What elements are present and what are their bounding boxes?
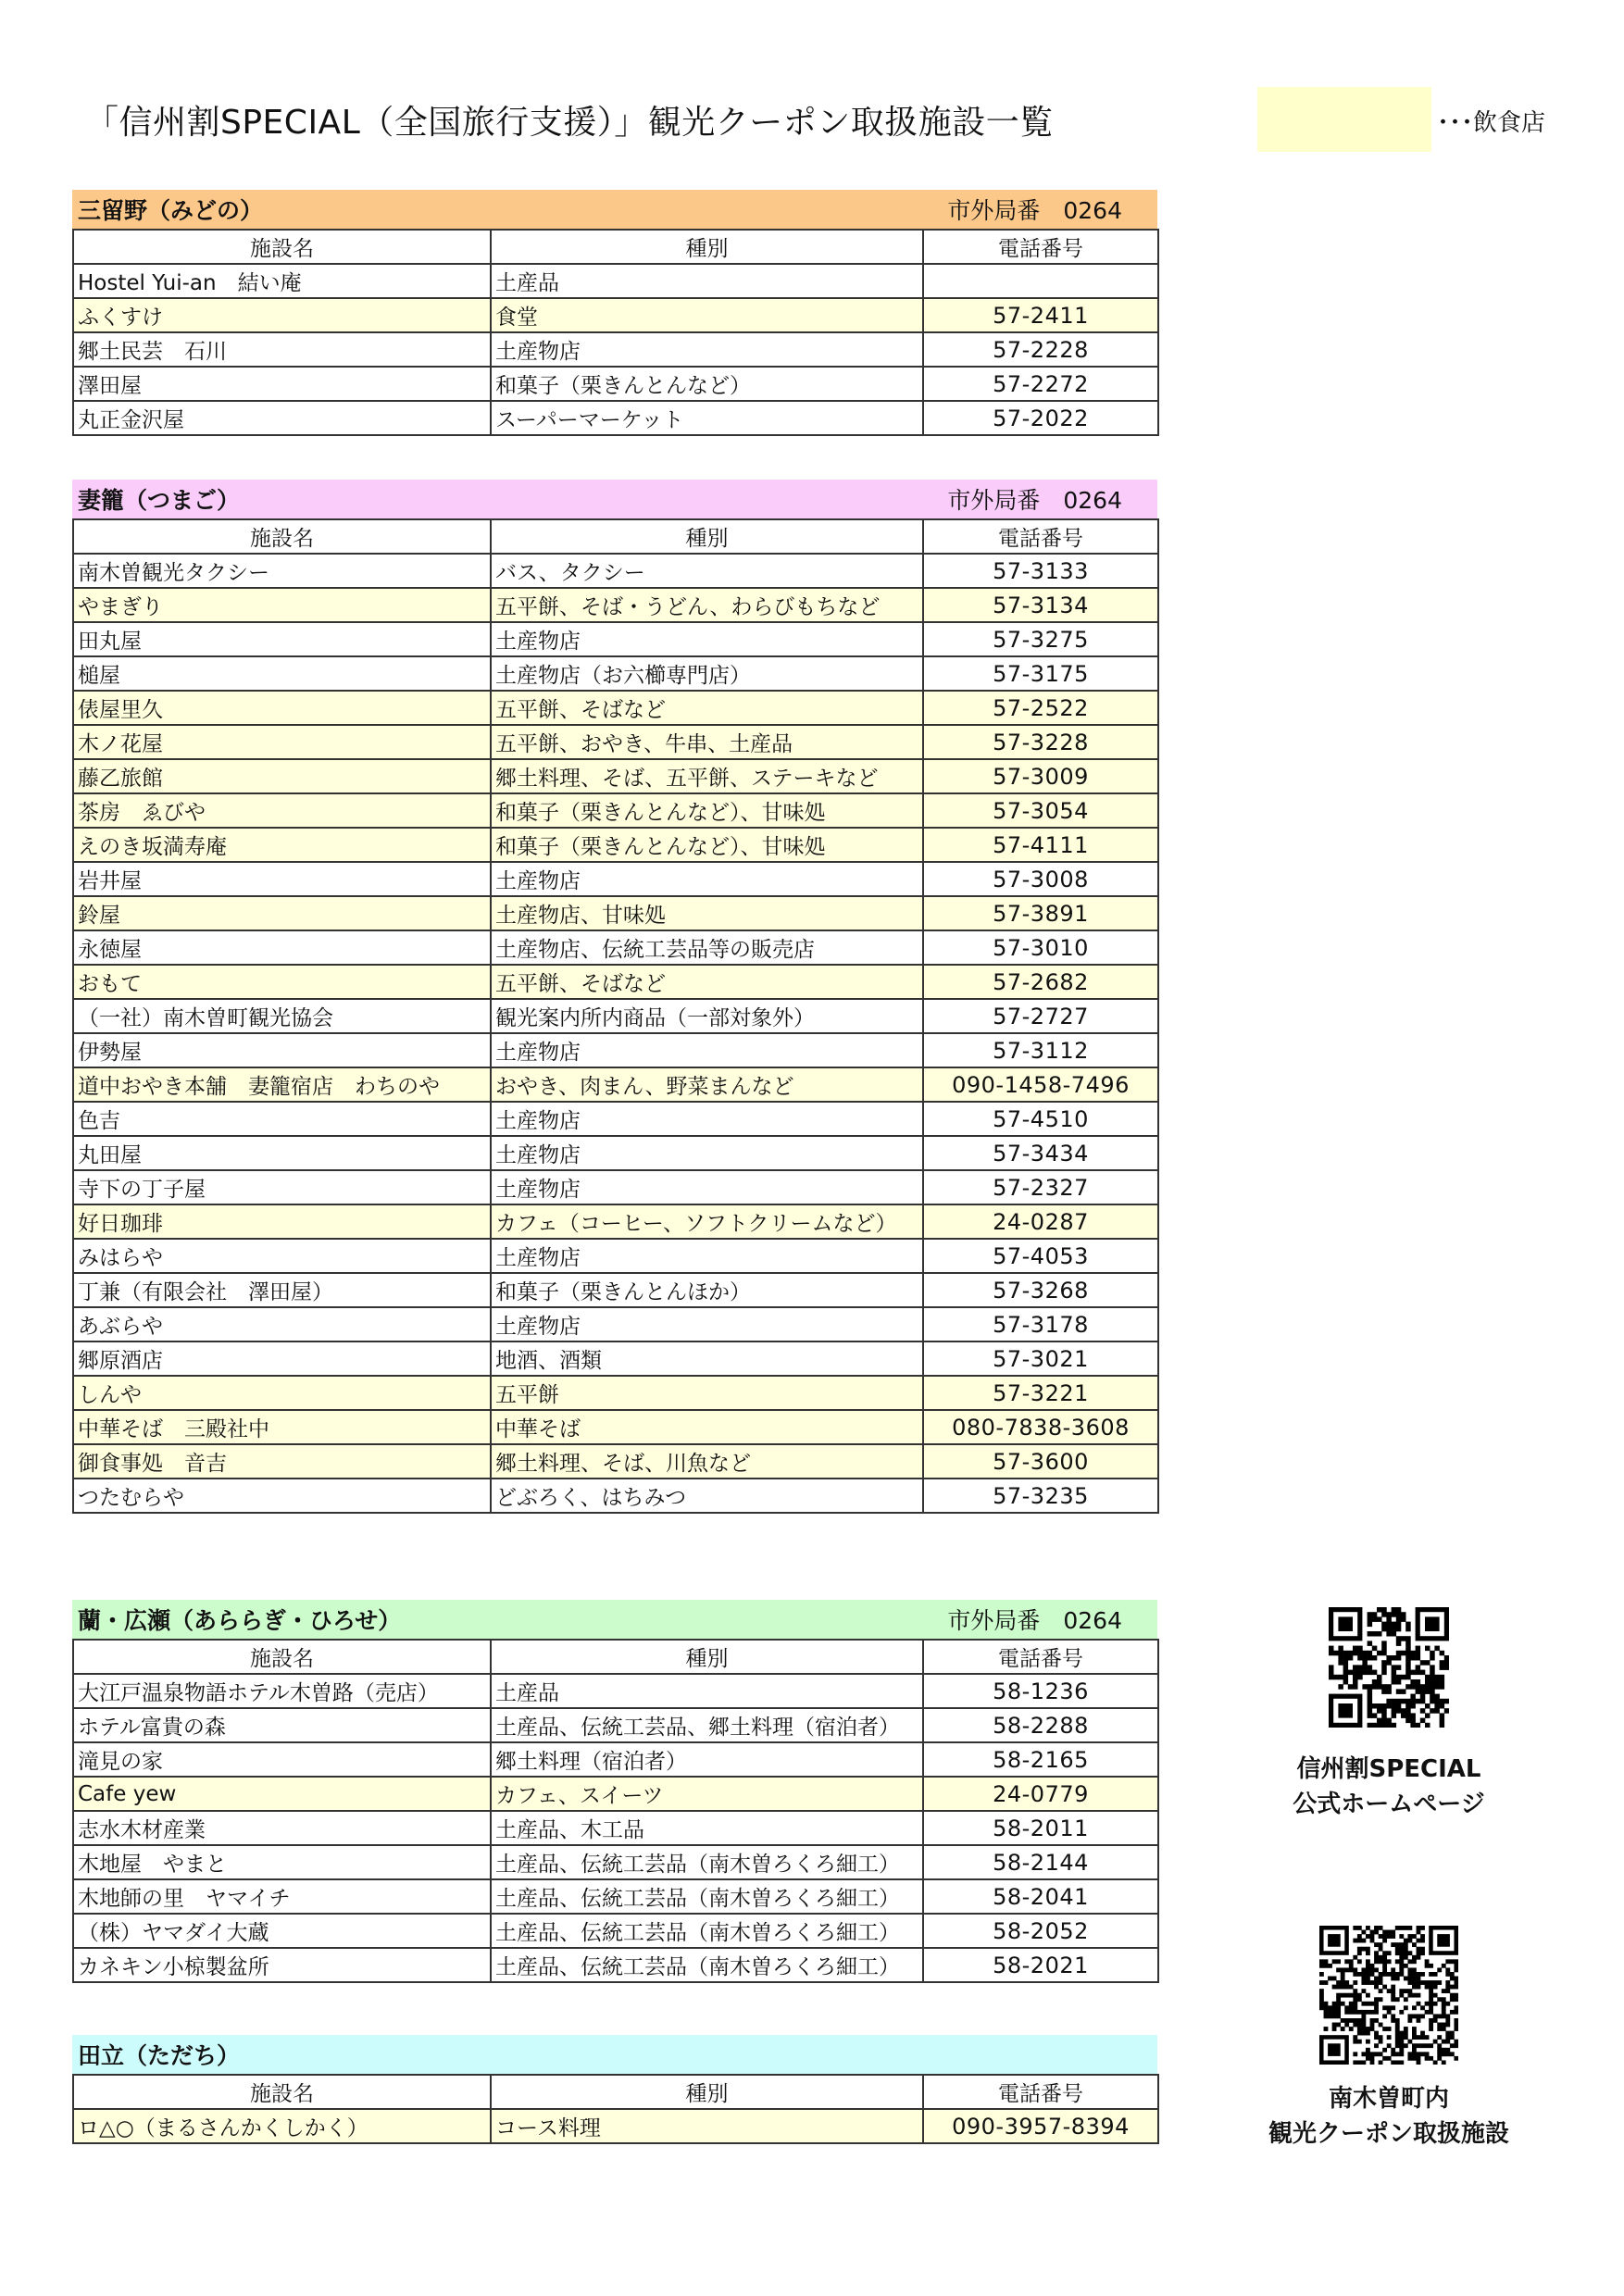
table-row bbox=[73, 1102, 1158, 1136]
cell-type: 食堂 bbox=[491, 298, 923, 332]
cell-phone: 58-2288 bbox=[923, 1708, 1158, 1742]
table-row bbox=[73, 759, 1158, 793]
cell-type: カフェ、スイーツ bbox=[491, 1777, 923, 1811]
area-code: 市外局番 0264 bbox=[947, 197, 1122, 224]
qr-caption-line: 公式ホームページ bbox=[1293, 1791, 1485, 1818]
table-row bbox=[73, 691, 1158, 725]
cell-phone: 090-1458-7496 bbox=[923, 1067, 1158, 1102]
cell-type: バス、タクシー bbox=[491, 554, 923, 588]
cell-type: 中華そば bbox=[491, 1410, 923, 1444]
cell-phone: 57-3175 bbox=[923, 656, 1158, 691]
cell-phone: 24-0287 bbox=[923, 1204, 1158, 1239]
cell-name: 郷土民芸 石川 bbox=[73, 332, 491, 367]
cell-name: おもて bbox=[73, 965, 491, 999]
table-row bbox=[73, 1067, 1158, 1102]
section-header bbox=[72, 1600, 1157, 1639]
section-header bbox=[72, 190, 1157, 229]
table-row bbox=[73, 862, 1158, 896]
table-row bbox=[73, 1341, 1158, 1376]
cell-phone: 57-3891 bbox=[923, 896, 1158, 930]
table-row bbox=[73, 554, 1158, 588]
cell-name: ロ△○（まるさんかくしかく） bbox=[73, 2109, 491, 2143]
cell-type: カフェ（コーヒー、ソフトクリームなど） bbox=[491, 1204, 923, 1239]
table-row bbox=[73, 1376, 1158, 1410]
cell-type: 郷土料理（宿泊者） bbox=[491, 1742, 923, 1777]
cell-phone: 57-2522 bbox=[923, 691, 1158, 725]
cell-phone: 57-4053 bbox=[923, 1239, 1158, 1273]
cell-name: （一社）南木曽町観光協会 bbox=[73, 999, 491, 1033]
cell-name: 伊勢屋 bbox=[73, 1033, 491, 1067]
table-row bbox=[73, 1479, 1158, 1513]
column-header-type: 種別 bbox=[491, 2075, 923, 2109]
table-row bbox=[73, 1273, 1158, 1307]
cell-name: 藤乙旅館 bbox=[73, 759, 491, 793]
cell-name: Hostel Yui-an 結い庵 bbox=[73, 264, 491, 298]
table-row bbox=[73, 1170, 1158, 1204]
cell-name: 岩井屋 bbox=[73, 862, 491, 896]
cell-phone: 57-3021 bbox=[923, 1341, 1158, 1376]
cell-phone: 57-3010 bbox=[923, 930, 1158, 965]
cell-name: 鈴屋 bbox=[73, 896, 491, 930]
cell-name: （株）ヤマダイ大蔵 bbox=[73, 1914, 491, 1948]
table-header-row bbox=[73, 519, 1158, 554]
cell-type: 土産物店、伝統工芸品等の販売店 bbox=[491, 930, 923, 965]
section-title: 三留野（みどの） bbox=[78, 197, 264, 224]
table-row bbox=[73, 1879, 1158, 1914]
table-row bbox=[73, 896, 1158, 930]
cell-name: ホテル富貴の森 bbox=[73, 1708, 491, 1742]
cell-type: 郷土料理、そば、五平餅、ステーキなど bbox=[491, 759, 923, 793]
cell-phone: 57-3275 bbox=[923, 622, 1158, 656]
cell-phone: 57-2727 bbox=[923, 999, 1158, 1033]
cell-phone: 57-4510 bbox=[923, 1102, 1158, 1136]
table-row bbox=[73, 332, 1158, 367]
qr-caption-official-site bbox=[1268, 1752, 1509, 1822]
cell-phone: 57-3228 bbox=[923, 725, 1158, 759]
section bbox=[72, 2035, 1157, 2144]
cell-name: 志水木材産業 bbox=[73, 1811, 491, 1845]
legend-label: ･･･飲食店 bbox=[1437, 109, 1546, 137]
cell-name: みはらや bbox=[73, 1239, 491, 1273]
column-header-phone: 電話番号 bbox=[923, 2075, 1158, 2109]
table-row bbox=[73, 401, 1158, 435]
cell-phone: 24-0779 bbox=[923, 1777, 1158, 1811]
cell-phone: 57-3178 bbox=[923, 1307, 1158, 1341]
section-title: 妻籠（つまご） bbox=[78, 487, 241, 514]
cell-phone: 57-3133 bbox=[923, 554, 1158, 588]
table-row bbox=[73, 264, 1158, 298]
cell-type: 土産品 bbox=[491, 264, 923, 298]
table-header-row bbox=[73, 2075, 1158, 2109]
cell-type: 土産物店 bbox=[491, 1239, 923, 1273]
table-row bbox=[73, 588, 1158, 622]
cell-type: 和菓子（栗きんとんなど） bbox=[491, 367, 923, 401]
cell-phone: 58-2041 bbox=[923, 1879, 1158, 1914]
table-row bbox=[73, 1033, 1158, 1067]
cell-phone: 57-2272 bbox=[923, 367, 1158, 401]
cell-phone: 58-2011 bbox=[923, 1811, 1158, 1845]
column-header-type: 種別 bbox=[491, 230, 923, 264]
table-header-row bbox=[73, 230, 1158, 264]
table-row bbox=[73, 793, 1158, 828]
cell-phone bbox=[923, 264, 1158, 298]
cell-type: 和菓子（栗きんとんなど）、甘味処 bbox=[491, 793, 923, 828]
table-row bbox=[73, 298, 1158, 332]
cell-type: 地酒、酒類 bbox=[491, 1341, 923, 1376]
cell-name: 丸正金沢屋 bbox=[73, 401, 491, 435]
section bbox=[72, 190, 1157, 436]
table-row bbox=[73, 656, 1158, 691]
table-row bbox=[73, 1777, 1158, 1811]
qr-caption-line: 信州割SPECIAL bbox=[1296, 1755, 1481, 1783]
cell-name: 丁兼（有限会社 澤田屋） bbox=[73, 1273, 491, 1307]
cell-type: 土産物店（お六櫛専門店） bbox=[491, 656, 923, 691]
table-row bbox=[73, 1742, 1158, 1777]
column-header-name: 施設名 bbox=[73, 519, 491, 554]
cell-name: 木地師の里 ヤマイチ bbox=[73, 1879, 491, 1914]
facility-table bbox=[72, 1639, 1159, 1983]
cell-type: 五平餅、そばなど bbox=[491, 965, 923, 999]
facility-table bbox=[72, 2074, 1159, 2144]
section bbox=[72, 1600, 1157, 1983]
cell-type: 土産物店 bbox=[491, 622, 923, 656]
cell-name: 茶房 ゑびや bbox=[73, 793, 491, 828]
section-header bbox=[72, 2035, 1157, 2074]
table-header-row bbox=[73, 1640, 1158, 1674]
cell-phone: 57-3054 bbox=[923, 793, 1158, 828]
cell-phone: 57-3008 bbox=[923, 862, 1158, 896]
table-row bbox=[73, 1811, 1158, 1845]
cell-phone: 58-2052 bbox=[923, 1914, 1158, 1948]
qr-code-icon bbox=[1319, 1926, 1458, 2065]
cell-name: 好日珈琲 bbox=[73, 1204, 491, 1239]
qr-code-official-site[interactable] bbox=[1329, 1607, 1449, 1728]
cell-type: 土産品、伝統工芸品（南木曽ろくろ細工） bbox=[491, 1845, 923, 1879]
column-header-name: 施設名 bbox=[73, 2075, 491, 2109]
cell-name: 丸田屋 bbox=[73, 1136, 491, 1170]
table-row bbox=[73, 828, 1158, 862]
cell-name: しんや bbox=[73, 1376, 491, 1410]
cell-type: 土産品、伝統工芸品、郷土料理（宿泊者） bbox=[491, 1708, 923, 1742]
cell-phone: 58-1236 bbox=[923, 1674, 1158, 1708]
table-row bbox=[73, 2109, 1158, 2143]
cell-name: 木地屋 やまと bbox=[73, 1845, 491, 1879]
table-row bbox=[73, 1204, 1158, 1239]
cell-phone: 57-3434 bbox=[923, 1136, 1158, 1170]
cell-type: 観光案内所内商品（一部対象外） bbox=[491, 999, 923, 1033]
cell-type: 土産物店 bbox=[491, 1136, 923, 1170]
cell-name: 大江戸温泉物語ホテル木曽路（売店） bbox=[73, 1674, 491, 1708]
table-row bbox=[73, 1914, 1158, 1948]
cell-phone: 57-3009 bbox=[923, 759, 1158, 793]
cell-type: 五平餅 bbox=[491, 1376, 923, 1410]
table-row bbox=[73, 1239, 1158, 1273]
cell-type: 五平餅、おやき、牛串、土産品 bbox=[491, 725, 923, 759]
cell-phone: 57-2327 bbox=[923, 1170, 1158, 1204]
section-title: 田立（ただち） bbox=[78, 2042, 241, 2069]
cell-name: カネキン小椋製盆所 bbox=[73, 1948, 491, 1982]
cell-type: 土産品、木工品 bbox=[491, 1811, 923, 1845]
cell-phone: 58-2144 bbox=[923, 1845, 1158, 1879]
cell-name: あぶらや bbox=[73, 1307, 491, 1341]
cell-phone: 57-2022 bbox=[923, 401, 1158, 435]
table-row bbox=[73, 1674, 1158, 1708]
cell-type: 五平餅、そば・うどん、わらびもちなど bbox=[491, 588, 923, 622]
cell-name: 色吉 bbox=[73, 1102, 491, 1136]
cell-type: コース料理 bbox=[491, 2109, 923, 2143]
cell-name: つたむらや bbox=[73, 1479, 491, 1513]
table-row bbox=[73, 622, 1158, 656]
column-header-phone: 電話番号 bbox=[923, 1640, 1158, 1674]
cell-type: 土産物店 bbox=[491, 1170, 923, 1204]
facility-table bbox=[72, 229, 1159, 436]
cell-phone: 57-3268 bbox=[923, 1273, 1158, 1307]
cell-type: スーパーマーケット bbox=[491, 401, 923, 435]
section-title: 蘭・広瀬（あららぎ・ひろせ） bbox=[78, 1607, 402, 1634]
cell-type: 土産品、伝統工芸品（南木曽ろくろ細工） bbox=[491, 1914, 923, 1948]
cell-name: 御食事処 音吉 bbox=[73, 1444, 491, 1479]
cell-type: 和菓子（栗きんとんなど）、甘味処 bbox=[491, 828, 923, 862]
cell-name: 寺下の丁子屋 bbox=[73, 1170, 491, 1204]
column-header-type: 種別 bbox=[491, 519, 923, 554]
cell-type: 土産物店 bbox=[491, 1307, 923, 1341]
qr-caption-line: 観光クーポン取扱施設 bbox=[1268, 2120, 1509, 2148]
cell-type: 五平餅、そばなど bbox=[491, 691, 923, 725]
cell-name: やまぎり bbox=[73, 588, 491, 622]
qr-caption-facility-list bbox=[1241, 2081, 1537, 2152]
cell-phone: 57-4111 bbox=[923, 828, 1158, 862]
cell-type: どぶろく、はちみつ bbox=[491, 1479, 923, 1513]
cell-name: ふくすけ bbox=[73, 298, 491, 332]
column-header-type: 種別 bbox=[491, 1640, 923, 1674]
area-code: 市外局番 0264 bbox=[947, 487, 1122, 514]
column-header-name: 施設名 bbox=[73, 230, 491, 264]
cell-name: えのき坂満寿庵 bbox=[73, 828, 491, 862]
table-row bbox=[73, 999, 1158, 1033]
cell-name: 道中おやき本舗 妻籠宿店 わちのや bbox=[73, 1067, 491, 1102]
table-row bbox=[73, 1410, 1158, 1444]
cell-phone: 57-2228 bbox=[923, 332, 1158, 367]
cell-type: 土産品、伝統工芸品（南木曽ろくろ細工） bbox=[491, 1948, 923, 1982]
cell-phone: 57-3221 bbox=[923, 1376, 1158, 1410]
cell-phone: 57-2682 bbox=[923, 965, 1158, 999]
section-header bbox=[72, 480, 1157, 518]
cell-phone: 57-3235 bbox=[923, 1479, 1158, 1513]
cell-type: 土産物店 bbox=[491, 332, 923, 367]
cell-type: 土産物店、甘味処 bbox=[491, 896, 923, 930]
area-code: 市外局番 0264 bbox=[947, 1607, 1122, 1634]
qr-code-icon bbox=[1329, 1607, 1449, 1728]
column-header-phone: 電話番号 bbox=[923, 519, 1158, 554]
cell-phone: 58-2021 bbox=[923, 1948, 1158, 1982]
qr-code-facility-list[interactable] bbox=[1319, 1926, 1458, 2065]
cell-name: 澤田屋 bbox=[73, 367, 491, 401]
cell-phone: 57-3600 bbox=[923, 1444, 1158, 1479]
cell-phone: 090-3957-8394 bbox=[923, 2109, 1158, 2143]
cell-name: 滝見の家 bbox=[73, 1742, 491, 1777]
table-row bbox=[73, 367, 1158, 401]
page-title: 「信州割SPECIAL（全国旅行支援）」観光クーポン取扱施設一覧 bbox=[85, 104, 1054, 142]
table-row bbox=[73, 1948, 1158, 1982]
table-row bbox=[73, 1845, 1158, 1879]
cell-type: 土産物店 bbox=[491, 862, 923, 896]
cell-name: 田丸屋 bbox=[73, 622, 491, 656]
cell-type: 土産物店 bbox=[491, 1033, 923, 1067]
cell-phone: 57-3112 bbox=[923, 1033, 1158, 1067]
cell-name: 木ノ花屋 bbox=[73, 725, 491, 759]
table-row bbox=[73, 1307, 1158, 1341]
section bbox=[72, 480, 1157, 1514]
cell-name: 俵屋里久 bbox=[73, 691, 491, 725]
cell-name: Cafe yew bbox=[73, 1777, 491, 1811]
cell-phone: 57-3134 bbox=[923, 588, 1158, 622]
qr-caption-line: 南木曽町内 bbox=[1328, 2085, 1449, 2113]
cell-name: 槌屋 bbox=[73, 656, 491, 691]
facility-table bbox=[72, 518, 1159, 1514]
table-row bbox=[73, 725, 1158, 759]
cell-phone: 57-2411 bbox=[923, 298, 1158, 332]
cell-type: 土産物店 bbox=[491, 1102, 923, 1136]
cell-type: 和菓子（栗きんとんほか） bbox=[491, 1273, 923, 1307]
cell-type: おやき、肉まん、野菜まんなど bbox=[491, 1067, 923, 1102]
table-row bbox=[73, 1444, 1158, 1479]
table-row bbox=[73, 1708, 1158, 1742]
cell-type: 土産品 bbox=[491, 1674, 923, 1708]
legend-swatch bbox=[1257, 87, 1431, 152]
column-header-name: 施設名 bbox=[73, 1640, 491, 1674]
cell-phone: 58-2165 bbox=[923, 1742, 1158, 1777]
cell-type: 土産品、伝統工芸品（南木曽ろくろ細工） bbox=[491, 1879, 923, 1914]
cell-type: 郷土料理、そば、川魚など bbox=[491, 1444, 923, 1479]
table-row bbox=[73, 1136, 1158, 1170]
cell-name: 中華そば 三殿社中 bbox=[73, 1410, 491, 1444]
table-row bbox=[73, 930, 1158, 965]
cell-name: 郷原酒店 bbox=[73, 1341, 491, 1376]
column-header-phone: 電話番号 bbox=[923, 230, 1158, 264]
table-row bbox=[73, 965, 1158, 999]
cell-phone: 080-7838-3608 bbox=[923, 1410, 1158, 1444]
cell-name: 永徳屋 bbox=[73, 930, 491, 965]
cell-name: 南木曽観光タクシー bbox=[73, 554, 491, 588]
